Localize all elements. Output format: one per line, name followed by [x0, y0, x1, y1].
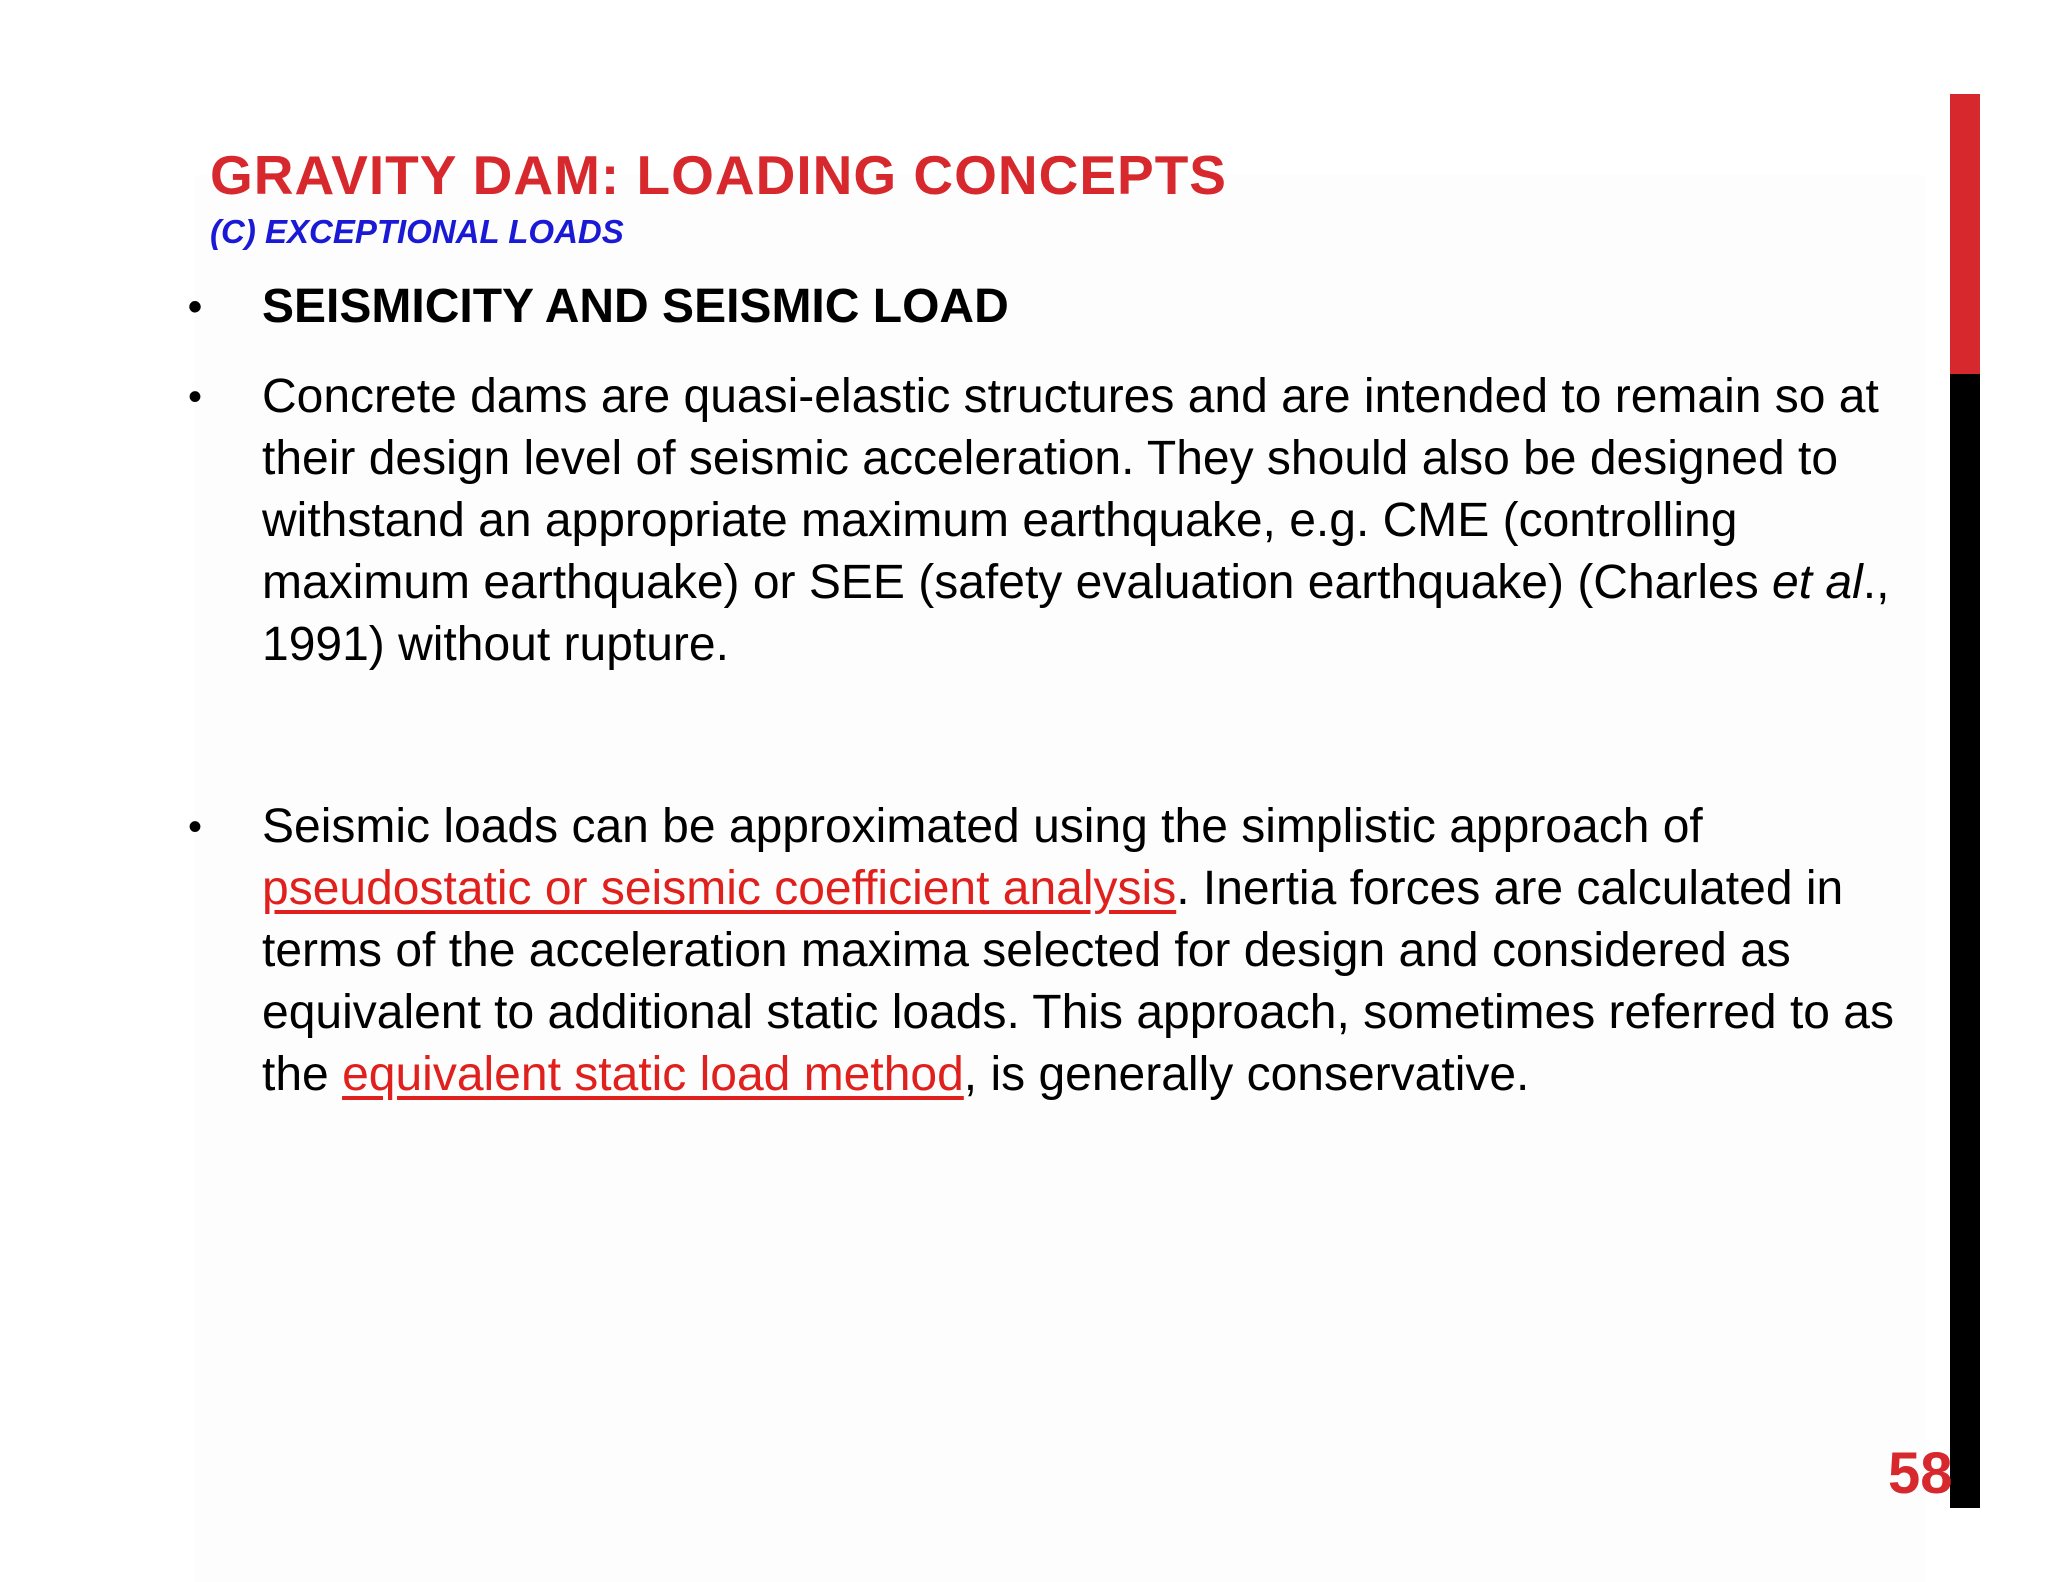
bullet-item-seismicity-heading	[180, 276, 1920, 338]
bullet-item-seismic-loads	[180, 796, 1920, 1106]
bullet-marker: •	[188, 285, 203, 329]
accent-bar-red	[1950, 94, 1980, 374]
bullet-text-part: , is generally conservative.	[963, 1048, 1530, 1101]
bullet-marker: •	[188, 375, 203, 419]
bullet-list	[180, 276, 1920, 1106]
bullet-text: SEISMICITY AND SEISMIC LOAD	[262, 280, 1009, 333]
bullet-text-part: Concrete dams are quasi-elastic structures and are intended to remain so at their design level of seismic acceleration. They should also be designed to withstand an appropriate maximum earthquake, e.g. CME (controlling maximum earthquake) or SEE (safety evaluation earthquake) (Charles	[262, 370, 1879, 609]
bullet-item-concrete-dams	[180, 366, 1920, 676]
page-number: 58	[1888, 1441, 1953, 1506]
equivalent-static-load-method-link[interactable]: equivalent static load method	[342, 1048, 964, 1101]
bullet-text-part: . Inertia forces are calculated in terms of the acceleration maxima selected for design and considered as equivalent to additional static loads. This approach, sometimes referred to as the	[262, 862, 1894, 1101]
bullet-text-part: ., 1991) without rupture.	[262, 556, 1890, 671]
citation-italic: et al	[1772, 556, 1863, 609]
bullet-marker: •	[188, 805, 203, 849]
bullet-text-part: Seismic loads can be approximated using the simplistic approach of	[262, 800, 1703, 853]
slide-subtitle: (C) EXCEPTIONAL LOADS	[210, 213, 624, 250]
slide-title: GRAVITY DAM: LOADING CONCEPTS	[210, 144, 1227, 206]
pseudostatic-analysis-link[interactable]: pseudostatic or seismic coefficient analysis	[262, 862, 1177, 915]
accent-bar-black	[1950, 374, 1980, 1508]
